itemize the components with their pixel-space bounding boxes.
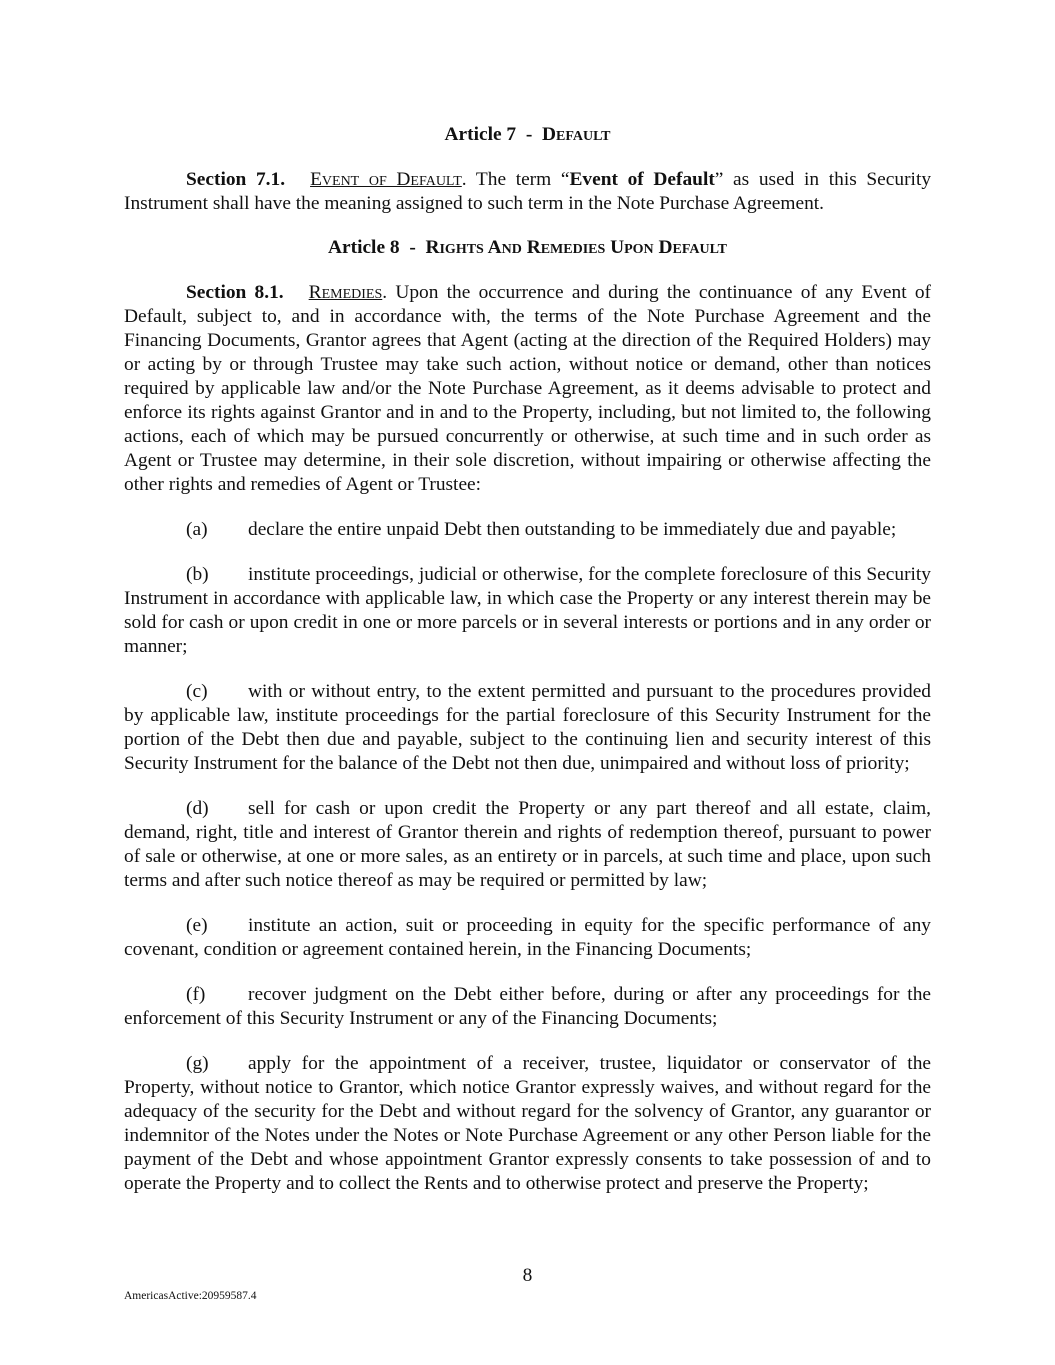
- remedy-item-c: [124, 680, 931, 776]
- article-8-dash: -: [409, 237, 416, 258]
- remedy-letter: (e): [186, 915, 208, 936]
- section-8-1-paragraph: [124, 281, 931, 497]
- remedy-letter: (d): [186, 798, 209, 819]
- section-7-1-term: Event of Default: [569, 169, 715, 190]
- page-number: 8: [522, 1265, 533, 1286]
- remedy-letter: (b): [186, 564, 209, 585]
- section-7-1-text-before: . The term “: [461, 169, 570, 190]
- remedy-item-f: [124, 983, 931, 1031]
- remedy-letter: (a): [186, 519, 208, 540]
- remedy-text: institute an action, suit or proceeding in equity for the specific performance of any covenant, condition or agreement contained herein, in the Financing Documents;: [124, 915, 931, 960]
- remedy-item-d: [124, 797, 931, 893]
- section-7-1-label: Section 7.1.: [186, 169, 286, 190]
- remedy-text: with or without entry, to the extent permitted and pursuant to the procedures provided by applicable law, institute proceedings for the partial foreclosure of this Security Instrument for the portion of the Debt then due and payable, subject to the continuing lien and security interest of this Security Instrument for the balance of the Debt not then due, unimpaired and without loss of priority;: [124, 681, 931, 774]
- remedy-text: apply for the appointment of a receiver, trustee, liquidator or conservator of the Property, without notice to Grantor, which notice Grantor expressly waives, and without regard for the adequacy of the security for the Debt and without regard for the solvency of Grantor, any guarantor or indemnitor of the Notes under the Notes or Note Purchase Agreement or any other Person liable for the payment of the Debt and whose appointment Grantor expressly consents to take possession of and to operate the Property and to collect the Rents and to otherwise protect and preserve the Property;: [124, 1053, 931, 1194]
- section-8-1-title: Remedies: [308, 282, 383, 303]
- remedy-letter: (c): [186, 681, 208, 702]
- document-id: AmericasActive:20959587.4: [124, 1290, 257, 1302]
- article-7-heading: [124, 123, 931, 147]
- document-page: [124, 123, 931, 1196]
- article-7-label: Article 7: [444, 124, 517, 145]
- remedy-item-b: [124, 563, 931, 659]
- section-7-1-title: Event of Default: [310, 169, 462, 190]
- article-8-label: Article 8: [328, 237, 400, 258]
- section-8-1-text: . Upon the occurrence and during the continuance of any Event of Default, subject to, and in accordance with, the terms of the Note Purchase Agreement and the Financing Documents, Grantor agrees that Agent (acting at the direction of the Required Holders) may or acting by or through Trustee may take such action, without notice or demand, other than notices required by applicable law and/or the Note Purchase Agreement, as it deems advisable to protect and enforce its rights against Grantor and in and to the Property, including, but not limited to, the following actions, each of which may be pursued concurrently or otherwise, at such time and in such order as Agent or Trustee may determine, in their sole discretion, without impairing or otherwise affecting the other rights and remedies of Agent or Trustee:: [124, 282, 931, 495]
- article-8-title: Rights And Remedies Upon Default: [425, 237, 727, 258]
- remedy-text: institute proceedings, judicial or otherwise, for the complete foreclosure of this Security Instrument in accordance with applicable law, in which case the Property or any interest therein may be sold for cash or upon credit in one or more parcels or in several interests or portions and in any order or manner;: [124, 564, 931, 657]
- remedy-item-g: [124, 1052, 931, 1196]
- remedy-letter: (g): [186, 1053, 209, 1074]
- article-7-title: Default: [542, 124, 611, 145]
- remedy-item-e: [124, 914, 931, 962]
- remedy-item-a: [124, 518, 931, 542]
- remedy-text: declare the entire unpaid Debt then outstanding to be immediately due and payable;: [248, 519, 897, 540]
- section-8-1-label: Section 8.1.: [186, 282, 284, 303]
- section-7-1-paragraph: [124, 168, 931, 216]
- section-7-1-text-after: ” as used in this Security Instrument shall have the meaning assigned to such term in the Note Purchase Agreement.: [124, 169, 932, 214]
- remedy-text: sell for cash or upon credit the Property or any part thereof and all estate, claim, demand, right, title and interest of Grantor therein and rights of redemption thereof, pursuant to power of sale or otherwise, at one or more sales, as an entirety or in parcels, at such time and place, upon such terms and after such notice thereof as may be required or permitted by law;: [124, 798, 931, 891]
- article-7-dash: -: [525, 124, 533, 145]
- remedy-text: recover judgment on the Debt either before, during or after any proceedings for the enforcement of this Security Instrument or any of the Financing Documents;: [124, 984, 931, 1029]
- article-8-heading: [124, 236, 931, 260]
- remedy-letter: (f): [186, 984, 206, 1005]
